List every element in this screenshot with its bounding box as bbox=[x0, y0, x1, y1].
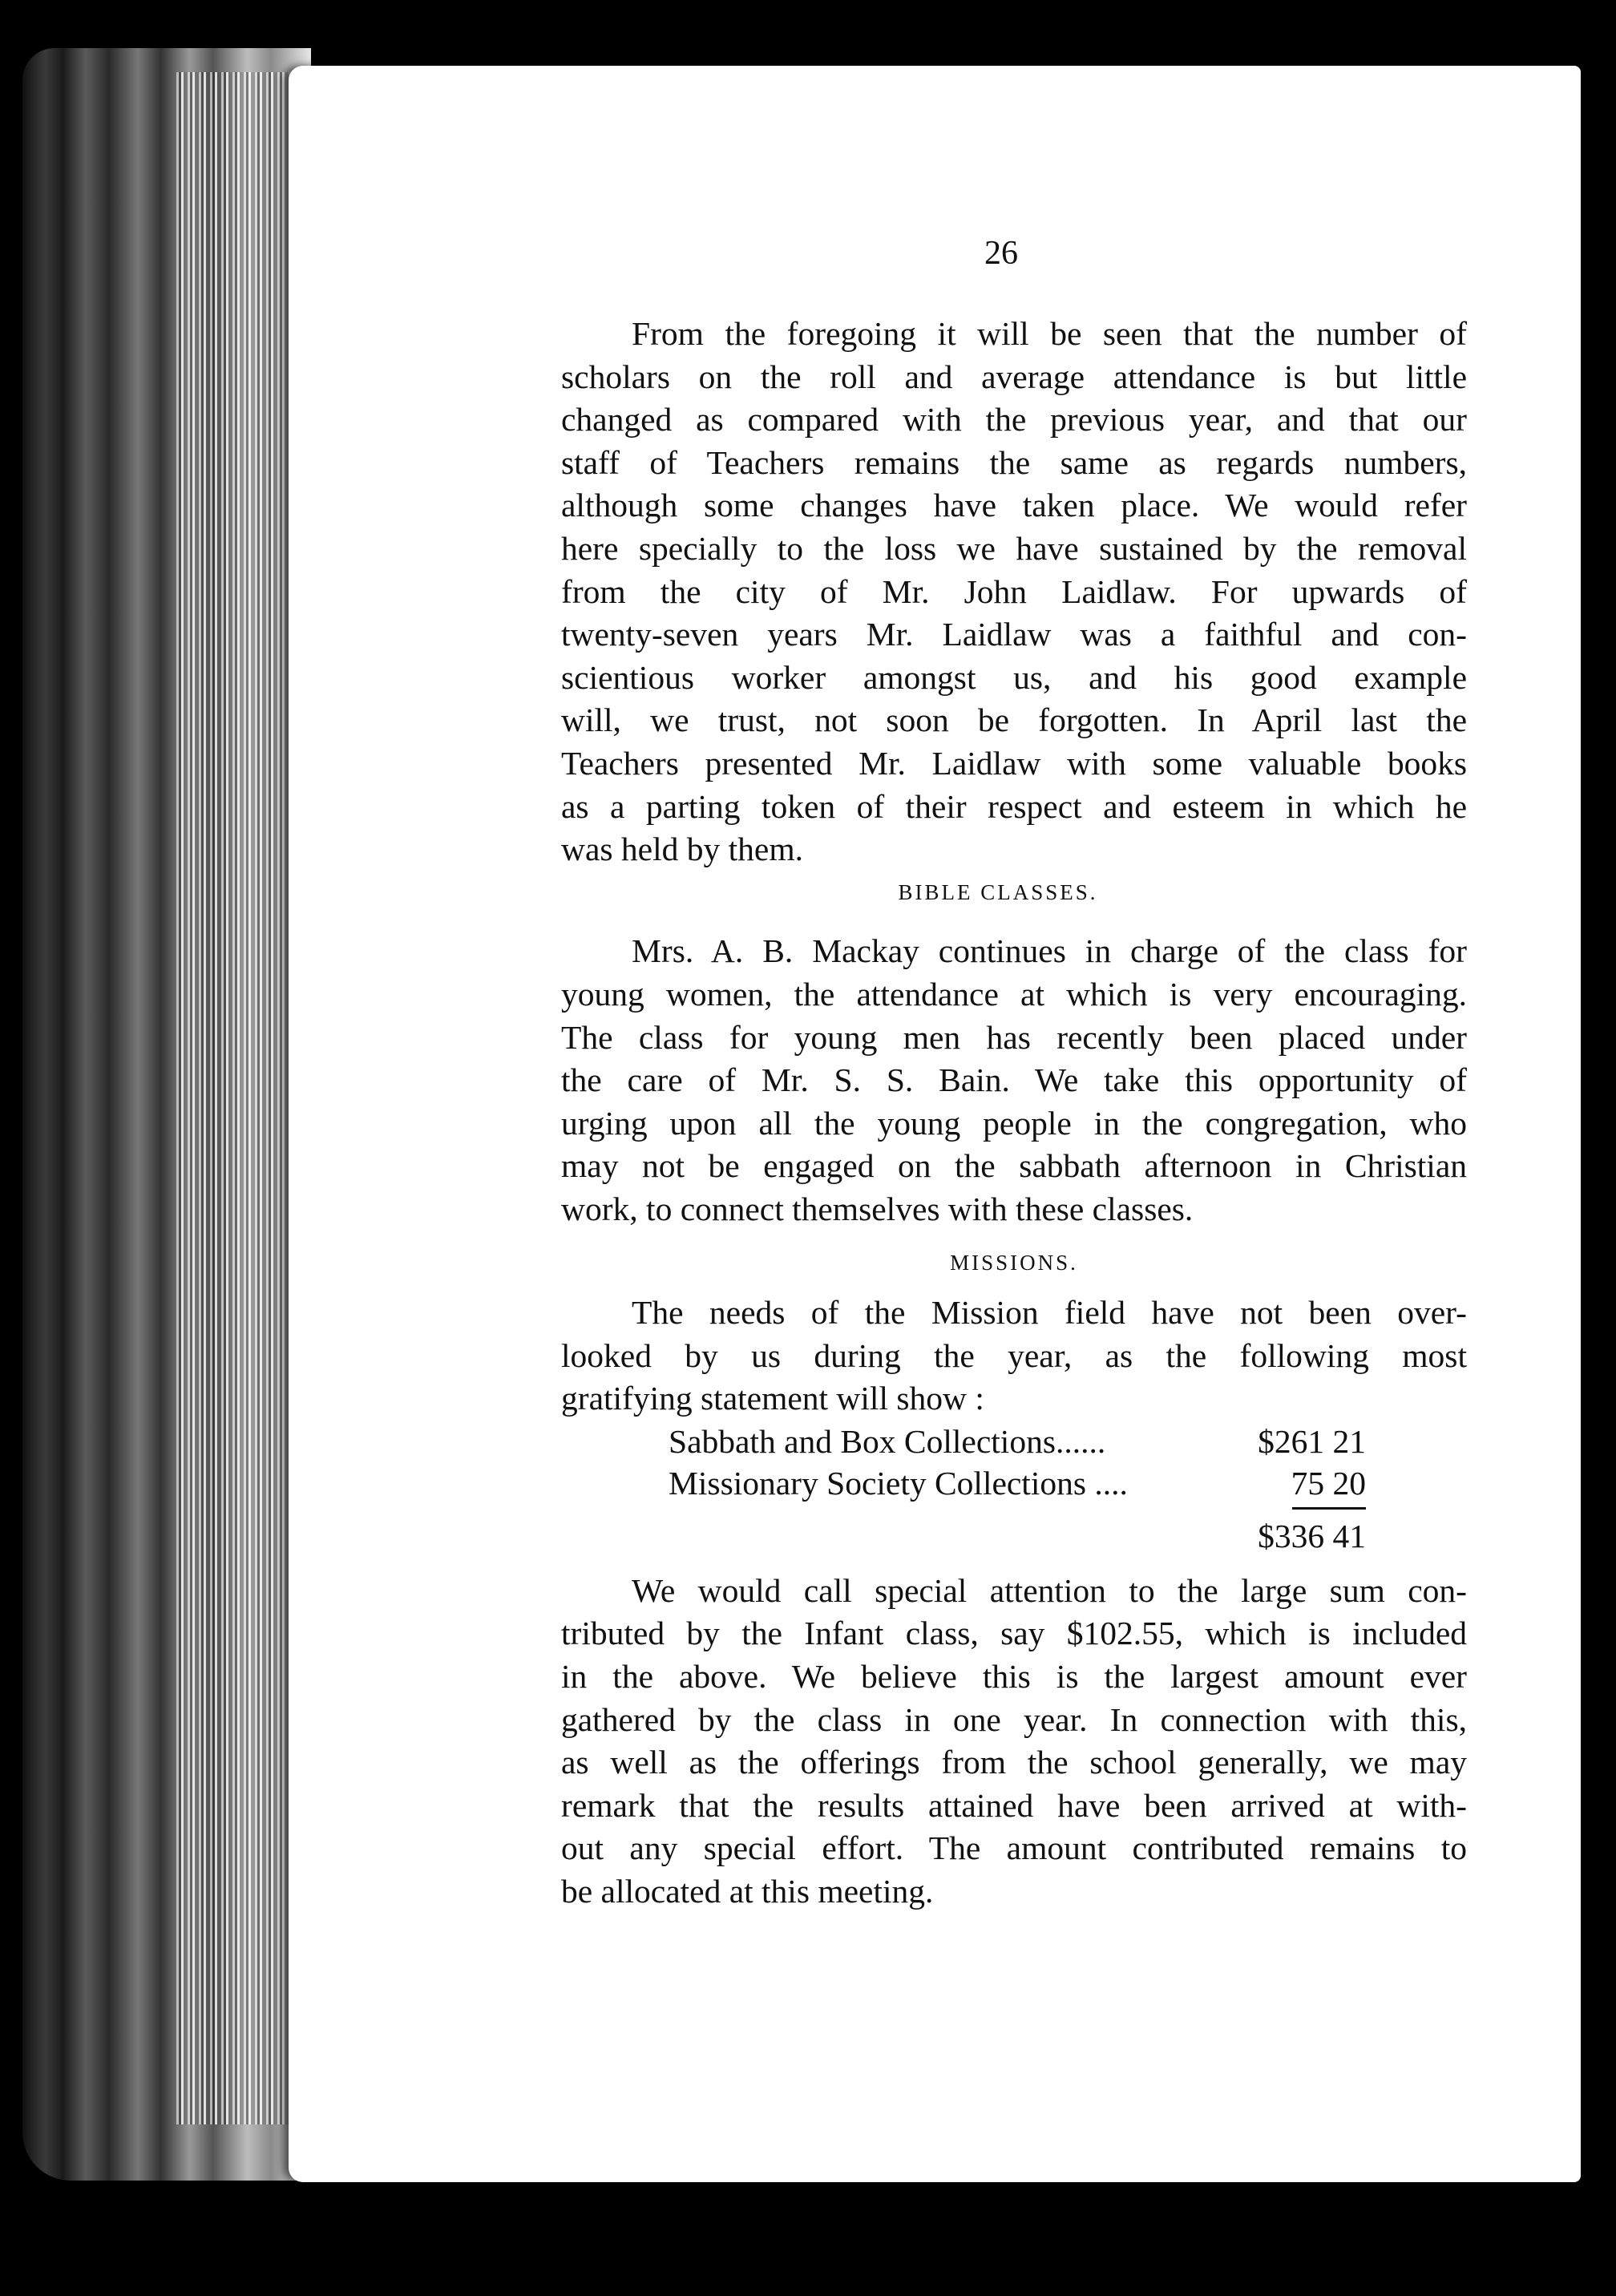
text-line: urging upon all the young people in the congregation, who bbox=[561, 1104, 1467, 1142]
bible-classes-paragraph bbox=[561, 930, 1467, 1231]
section-heading-missions: MISSIONS. bbox=[950, 1251, 1078, 1275]
page-number: 26 bbox=[984, 235, 1018, 272]
text-line: gathered by the class in one year. In connection with this, bbox=[561, 1700, 1467, 1738]
text-line: Teachers presented Mr. Laidlaw with some valuable books bbox=[561, 744, 1467, 782]
text-line: be allocated at this meeting. bbox=[561, 1873, 934, 1910]
text-line: staff of Teachers remains the same as regards numbers, bbox=[561, 443, 1467, 481]
text-line: remark that the results attained have been arrived at with- bbox=[561, 1786, 1467, 1824]
text-line: from the city of Mr. John Laidlaw. For upwards of bbox=[561, 572, 1467, 610]
text-line: here specially to the loss we have sustained by the removal bbox=[561, 529, 1467, 567]
text-line: may not be engaged on the sabbath afternoon in Christian bbox=[561, 1147, 1467, 1185]
ledger-amount: $261 21 bbox=[1258, 1422, 1366, 1460]
collections-ledger bbox=[669, 1421, 1366, 1565]
text-line: work, to connect themselves with these classes. bbox=[561, 1190, 1194, 1227]
text-line: changed as compared with the previous year, and that our bbox=[561, 401, 1467, 439]
text-line: twenty-seven years Mr. Laidlaw was a faithful and con- bbox=[561, 616, 1467, 653]
text-line: From the foregoing it will be seen that the number of bbox=[632, 315, 1467, 352]
text-line: Mrs. A. B. Mackay continues in charge of the class for bbox=[632, 932, 1467, 970]
page-edges bbox=[176, 72, 297, 2124]
ledger-amount: 75 20 bbox=[1291, 1464, 1366, 1502]
missions-paragraph bbox=[561, 1292, 1467, 1421]
text-line: We would call special attention to the large sum con- bbox=[632, 1571, 1467, 1609]
text-line: as well as the offerings from the school generally, we may bbox=[561, 1744, 1467, 1781]
text-line: out any special effort. The amount contributed remains to bbox=[561, 1829, 1467, 1867]
text-line: The class for young men has recently been placed under bbox=[561, 1018, 1467, 1056]
total-rule bbox=[1292, 1507, 1366, 1510]
text-line: The needs of the Mission field have not been over- bbox=[632, 1294, 1467, 1332]
ledger-total: $336 41 bbox=[1258, 1517, 1366, 1554]
closing-paragraph bbox=[561, 1570, 1467, 1914]
text-line: looked by us during the year, as the following most bbox=[561, 1336, 1467, 1374]
text-line: gratifying statement will show : bbox=[561, 1380, 984, 1417]
text-line: tributed by the Infant class, say $102.55, which is included bbox=[561, 1615, 1467, 1652]
intro-paragraph bbox=[561, 313, 1467, 871]
text-line: scientious worker amongst us, and his good example bbox=[561, 658, 1467, 696]
text-line: the care of Mr. S. S. Bain. We take this opportunity of bbox=[561, 1061, 1467, 1099]
text-line: scholars on the roll and average attendance is but little bbox=[561, 358, 1467, 395]
ledger-label: Missionary Society Collections .... bbox=[669, 1464, 1128, 1502]
page-text bbox=[561, 313, 1467, 1914]
text-line: in the above. We believe this is the largest amount ever bbox=[561, 1658, 1467, 1696]
text-line: young women, the attendance at which is very encouraging. bbox=[561, 975, 1467, 1013]
ledger-label: Sabbath and Box Collections...... bbox=[669, 1422, 1106, 1460]
text-line: will, we trust, not soon be forgotten. In April last the bbox=[561, 701, 1467, 739]
section-heading-bible-classes: BIBLE CLASSES. bbox=[898, 879, 1098, 904]
text-line: was held by them. bbox=[561, 831, 803, 868]
text-line: as a parting token of their respect and esteem in which he bbox=[561, 787, 1467, 825]
text-line: although some changes have taken place. We would refer bbox=[561, 487, 1467, 524]
